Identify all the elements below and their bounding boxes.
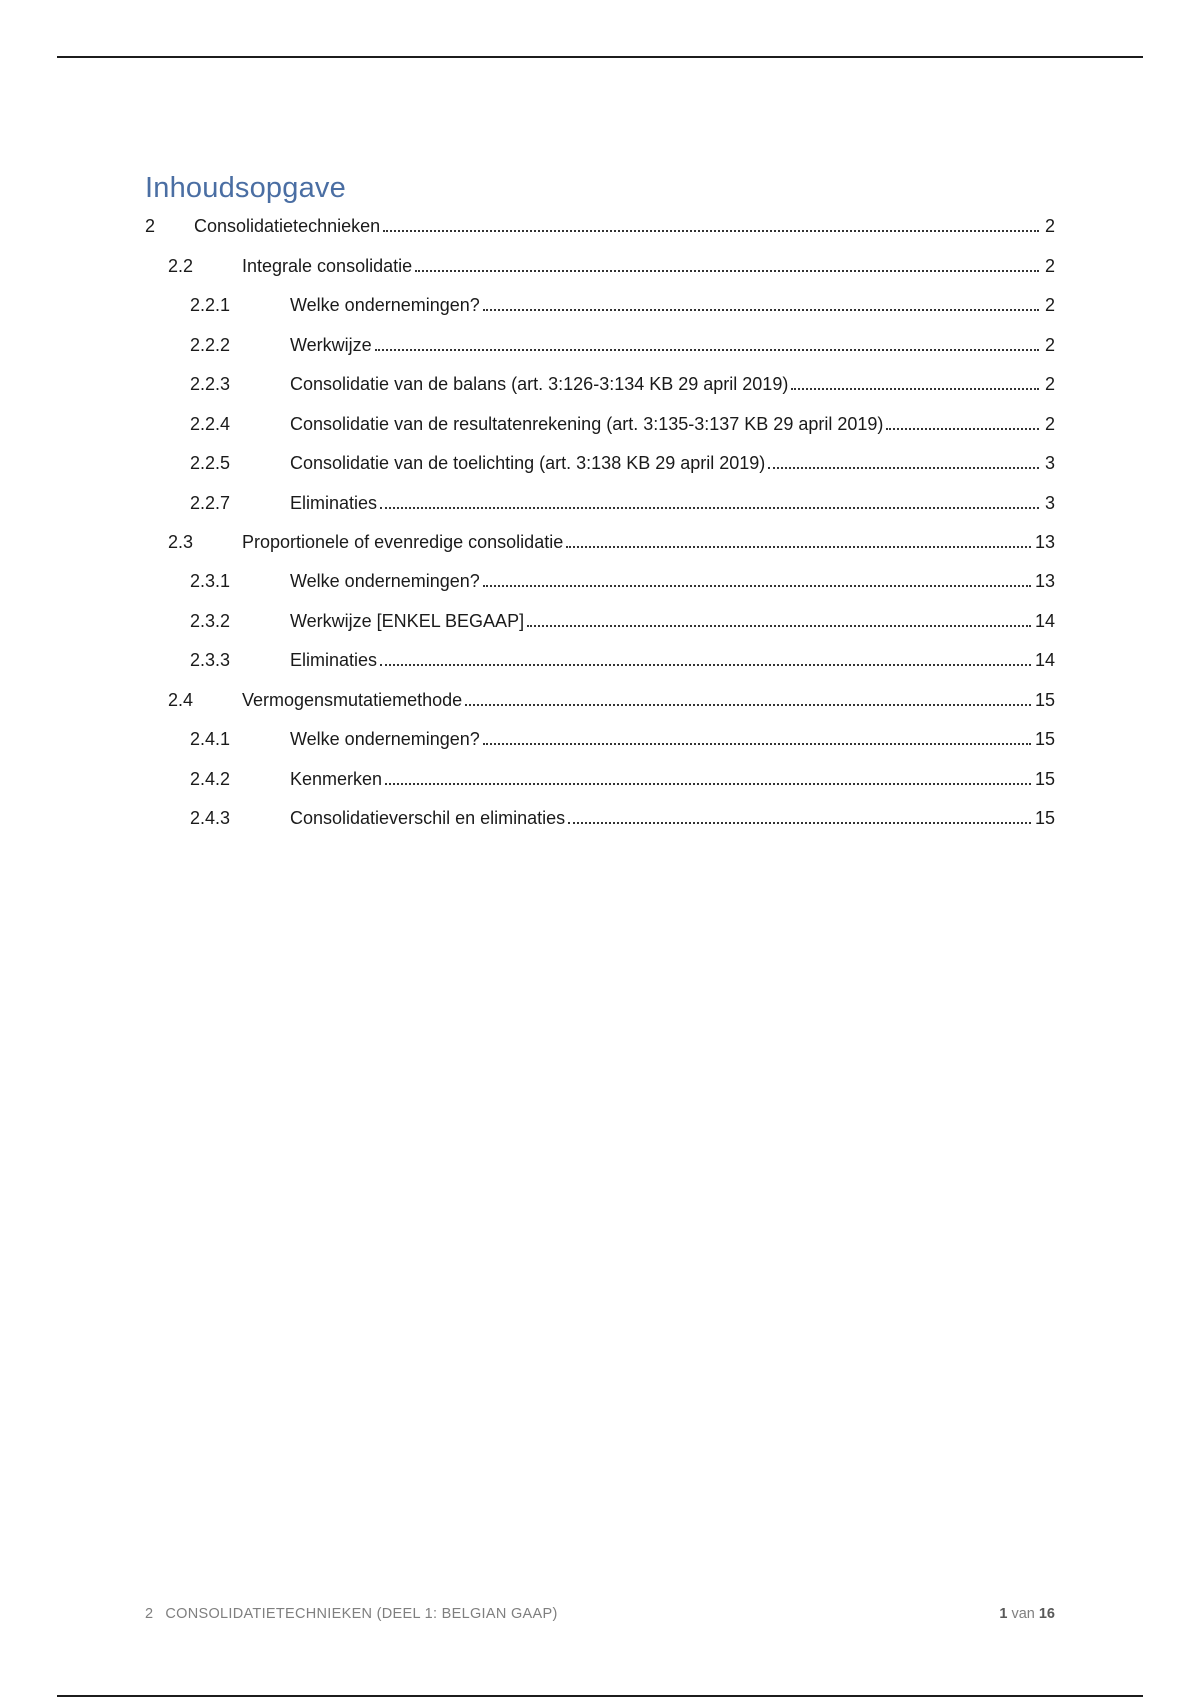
toc-entry-title: Eliminaties (290, 647, 380, 673)
toc-entry-number: 2.4.3 (190, 808, 231, 828)
footer-page-indicator (999, 1606, 1055, 1622)
toc-entry-title: Integrale consolidatie (242, 253, 415, 279)
toc-entry-number: 2.2.2 (190, 335, 231, 355)
toc-entry-number: 2.2 (168, 256, 194, 276)
toc-entry-number: 2.4.1 (190, 729, 231, 749)
toc-dot-leader (527, 624, 1031, 627)
toc-entry-title: Welke ondernemingen? (290, 292, 483, 318)
toc-dot-leader (483, 308, 1039, 311)
toc-entry-title: Vermogensmutatiemethode (242, 687, 465, 713)
toc-entry-page: 2 (1044, 256, 1055, 276)
toc-entry-page: 13 (1034, 571, 1055, 591)
footer-page-separator: van (1011, 1606, 1035, 1622)
toc-entry-title: Welke ondernemingen? (290, 568, 483, 594)
toc-entry-page: 2 (1044, 335, 1055, 355)
toc-entry-title: Werkwijze [ENKEL BEGAAP] (290, 608, 527, 634)
toc-dot-leader (768, 466, 1039, 469)
toc-entry-title: Kenmerken (290, 766, 385, 792)
toc-dot-leader (380, 663, 1031, 666)
toc-heading: Inhoudsopgave (145, 172, 346, 204)
toc-entry[interactable] (145, 805, 1055, 831)
toc-entry-title: Consolidatie van de toelichting (art. 3:138 KB 29 april 2019) (290, 450, 768, 476)
toc-entry[interactable] (145, 568, 1055, 594)
toc-entry[interactable] (145, 687, 1055, 713)
footer-section-number: 2 (145, 1606, 154, 1622)
toc-entry-page: 2 (1044, 414, 1055, 434)
toc-entry[interactable] (145, 608, 1055, 634)
toc-entry-page: 2 (1044, 295, 1055, 315)
footer-section-label (145, 1606, 558, 1622)
toc-entry-number: 2.2.4 (190, 414, 231, 434)
toc-dot-leader (380, 506, 1039, 509)
toc-entry-number: 2 (145, 216, 156, 236)
toc-entry-number: 2.2.7 (190, 493, 231, 513)
toc-dot-leader (375, 348, 1039, 351)
toc-entry-title: Consolidatieverschil en eliminaties (290, 805, 568, 831)
toc-entry[interactable] (145, 529, 1055, 555)
toc-entry-page: 15 (1034, 690, 1055, 710)
toc-dot-leader (483, 584, 1031, 587)
toc-entry-page: 15 (1034, 729, 1055, 749)
toc-entry-page: 14 (1034, 611, 1055, 631)
toc-entry-number: 2.4 (168, 690, 194, 710)
toc-entry-title: Welke ondernemingen? (290, 726, 483, 752)
toc-entry-title: Werkwijze (290, 332, 375, 358)
toc-entry-number: 2.2.1 (190, 295, 231, 315)
footer-section-title: CONSOLIDATIETECHNIEKEN (DEEL 1: BELGIAN GAAP) (165, 1606, 558, 1622)
toc-entry-title: Consolidatie van de balans (art. 3:126-3:134 KB 29 april 2019) (290, 371, 791, 397)
toc-entry[interactable] (145, 647, 1055, 673)
toc-entry-number: 2.3.2 (190, 611, 231, 631)
footer-rule (57, 1695, 1143, 1697)
toc-entry-number: 2.4.2 (190, 769, 231, 789)
toc-dot-leader (568, 821, 1031, 824)
toc-dot-leader (465, 703, 1031, 706)
toc-entry-number: 2.3 (168, 532, 194, 552)
toc-entry-page: 13 (1034, 532, 1055, 552)
footer-current-page: 1 (999, 1606, 1008, 1622)
toc-entry[interactable] (145, 490, 1055, 516)
footer-total-pages: 16 (1038, 1606, 1055, 1622)
toc-entry-title: Proportionele of evenredige consolidatie (242, 529, 566, 555)
toc-entry[interactable] (145, 213, 1055, 239)
toc-entry-page: 14 (1034, 650, 1055, 670)
toc-entry[interactable] (145, 332, 1055, 358)
toc-entry[interactable] (145, 292, 1055, 318)
toc-entry-page: 2 (1044, 216, 1055, 236)
toc-dot-leader (791, 387, 1039, 390)
toc-entry-number: 2.2.5 (190, 453, 231, 473)
toc-entry-page: 3 (1044, 453, 1055, 473)
toc-dot-leader (886, 427, 1039, 430)
toc-entry-page: 15 (1034, 808, 1055, 828)
toc-entry-title: Consolidatietechnieken (194, 213, 383, 239)
toc-entry[interactable] (145, 766, 1055, 792)
toc-dot-leader (483, 742, 1031, 745)
toc-entry[interactable] (145, 371, 1055, 397)
toc-entry-page: 2 (1044, 374, 1055, 394)
header-rule (57, 56, 1143, 58)
toc-entry-title: Eliminaties (290, 490, 380, 516)
toc-entry-number: 2.3.1 (190, 571, 231, 591)
toc-entry[interactable] (145, 726, 1055, 752)
toc-dot-leader (566, 545, 1031, 548)
toc-dot-leader (383, 229, 1039, 232)
toc-entry[interactable] (145, 253, 1055, 279)
toc-dot-leader (415, 269, 1039, 272)
toc-entry-page: 3 (1044, 493, 1055, 513)
toc-entry-page: 15 (1034, 769, 1055, 789)
toc-entry-number: 2.3.3 (190, 650, 231, 670)
toc-entry[interactable] (145, 450, 1055, 476)
toc-entry-number: 2.2.3 (190, 374, 231, 394)
toc-entry-title: Consolidatie van de resultatenrekening (art. 3:135-3:137 KB 29 april 2019) (290, 411, 886, 437)
toc-entry[interactable] (145, 411, 1055, 437)
toc-dot-leader (385, 782, 1031, 785)
